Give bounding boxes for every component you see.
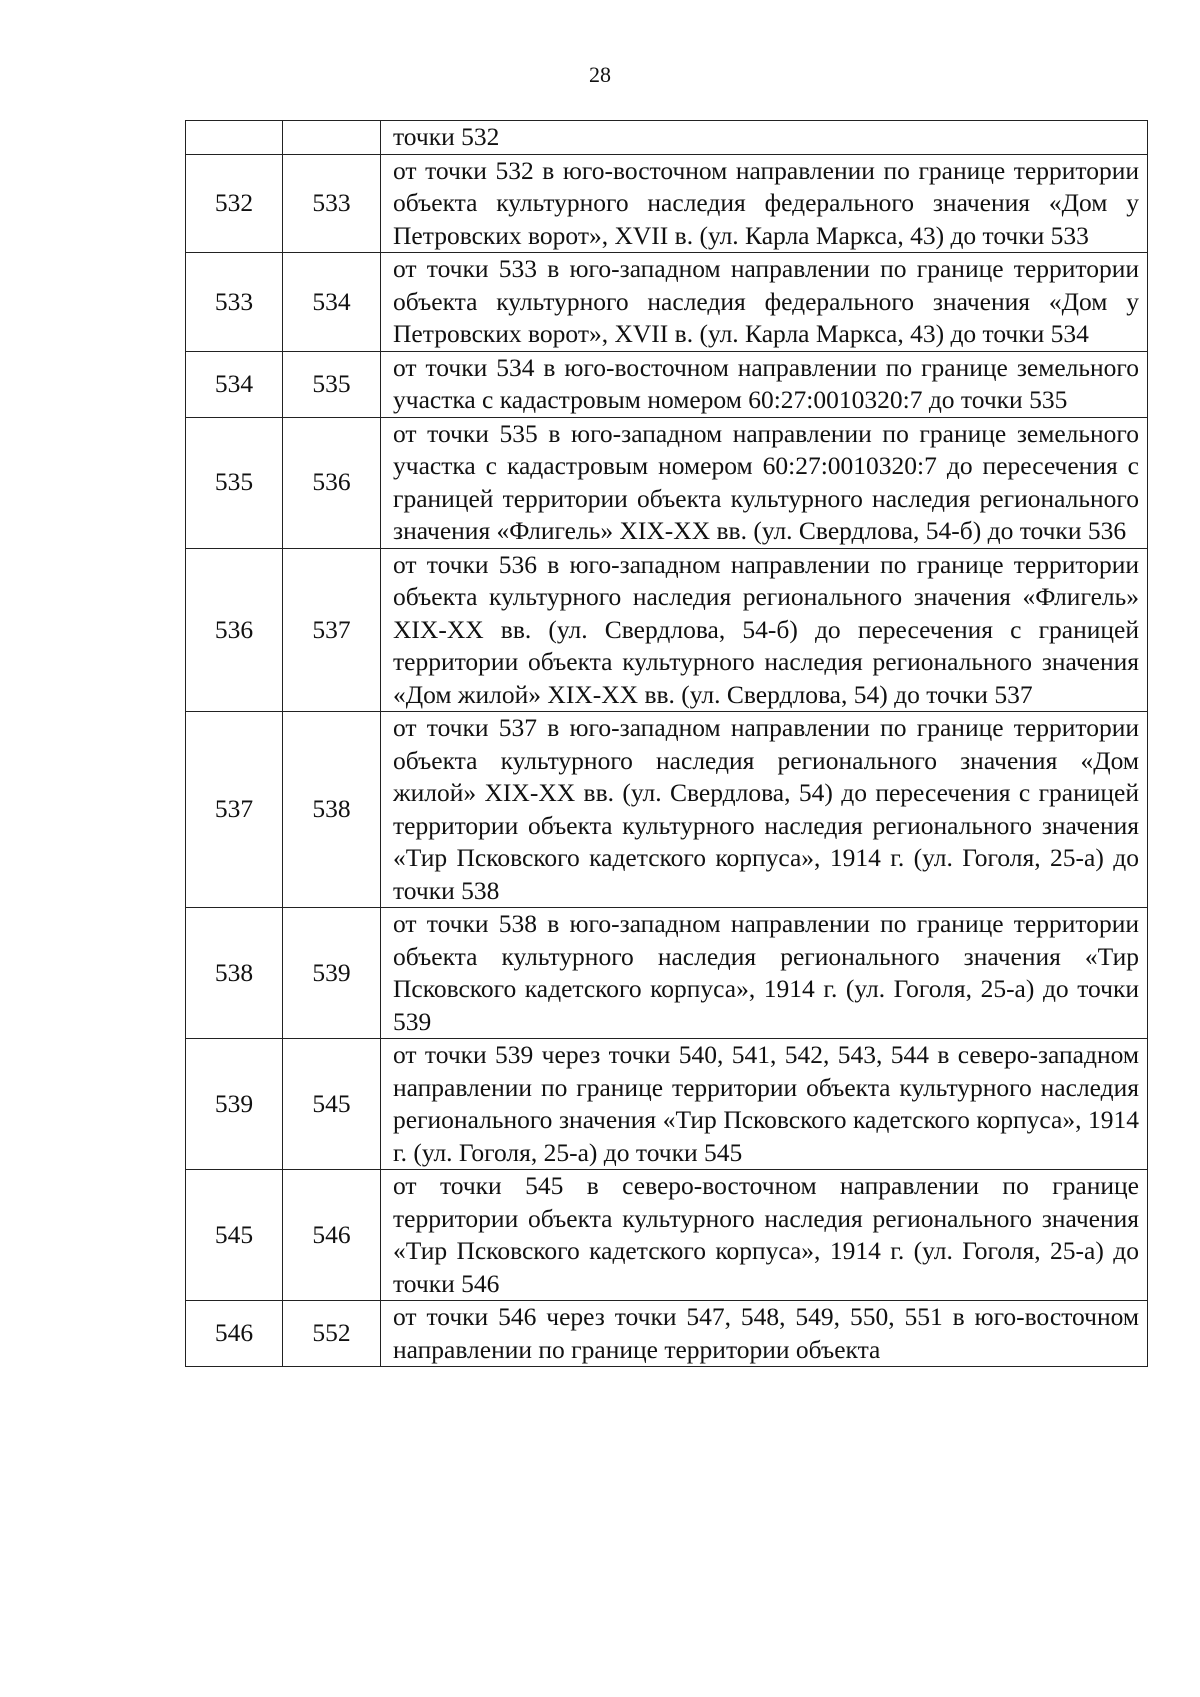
from-point-cell: 535 bbox=[186, 417, 283, 548]
to-point-cell: 552 bbox=[283, 1301, 381, 1367]
description-cell: от точки 538 в юго-западном направлении по границе территории объекта культурного наследия регионального значения «Тир Псковского кадетского корпуса», 1914 г. (ул. Гоголя, 25-а) до точки 539 bbox=[381, 908, 1148, 1039]
to-point-cell: 534 bbox=[283, 253, 381, 352]
description-cell: от точки 535 в юго-западном направлении по границе земельного участка с кадастровым номером 60:27:0010320:7 до пересечения с границей территории объекта культурного наследия регионального значения «Флигель» XIX-XX вв. (ул. Свердлова, 54-б) до точки 536 bbox=[381, 417, 1148, 548]
to-point-cell: 533 bbox=[283, 154, 381, 253]
description-cell: от точки 539 через точки 540, 541, 542, 543, 544 в северо-западном направлении по границе территории объекта культурного наследия регионального значения «Тир Псковского кадетского корпуса», 1914 г. (ул. Гоголя, 25-а) до точки 545 bbox=[381, 1039, 1148, 1170]
boundary-table bbox=[185, 120, 1148, 1367]
description-cell: от точки 534 в юго-восточном направлении по границе земельного участка с кадастровым номером 60:27:0010320:7 до точки 535 bbox=[381, 351, 1148, 417]
from-point-cell: 538 bbox=[186, 908, 283, 1039]
table-row bbox=[186, 121, 1148, 155]
description-cell: от точки 532 в юго-восточном направлении по границе территории объекта культурного наследия федерального значения «Дом у Петровских ворот», XVII в. (ул. Карла Маркса, 43) до точки 533 bbox=[381, 154, 1148, 253]
table-row bbox=[186, 908, 1148, 1039]
table-row bbox=[186, 417, 1148, 548]
to-point-cell: 546 bbox=[283, 1170, 381, 1301]
from-point-cell: 533 bbox=[186, 253, 283, 352]
description-cell: от точки 545 в северо-восточном направлении по границе территории объекта культурного наследия регионального значения «Тир Псковского кадетского корпуса», 1914 г. (ул. Гоголя, 25-а) до точки 546 bbox=[381, 1170, 1148, 1301]
description-cell: от точки 546 через точки 547, 548, 549, 550, 551 в юго-восточном направлении по границе территории объекта bbox=[381, 1301, 1148, 1367]
from-point-cell: 534 bbox=[186, 351, 283, 417]
table-row bbox=[186, 548, 1148, 712]
from-point-cell: 532 bbox=[186, 154, 283, 253]
from-point-cell: 539 bbox=[186, 1039, 283, 1170]
description-cell: точки 532 bbox=[381, 121, 1148, 155]
table-row bbox=[186, 253, 1148, 352]
from-point-cell: 546 bbox=[186, 1301, 283, 1367]
page-number: 28 bbox=[589, 62, 611, 87]
description-cell: от точки 533 в юго-западном направлении по границе территории объекта культурного наследия федерального значения «Дом у Петровских ворот», XVII в. (ул. Карла Маркса, 43) до точки 534 bbox=[381, 253, 1148, 352]
to-point-cell: 538 bbox=[283, 712, 381, 908]
description-cell: от точки 536 в юго-западном направлении по границе территории объекта культурного наследия регионального значения «Флигель» XIX-XX вв. (ул. Свердлова, 54-б) до пересечения с границей территории объекта культурного наследия регионального значения «Дом жилой» XIX-XX вв. (ул. Свердлова, 54) до точки 537 bbox=[381, 548, 1148, 712]
table-row bbox=[186, 351, 1148, 417]
to-point-cell: 539 bbox=[283, 908, 381, 1039]
table-row bbox=[186, 1170, 1148, 1301]
from-point-cell: 545 bbox=[186, 1170, 283, 1301]
to-point-cell: 537 bbox=[283, 548, 381, 712]
from-point-cell: 537 bbox=[186, 712, 283, 908]
to-point-cell: 545 bbox=[283, 1039, 381, 1170]
to-point-cell bbox=[283, 121, 381, 155]
from-point-cell: 536 bbox=[186, 548, 283, 712]
table-row bbox=[186, 154, 1148, 253]
from-point-cell bbox=[186, 121, 283, 155]
to-point-cell: 535 bbox=[283, 351, 381, 417]
description-cell: от точки 537 в юго-западном направлении по границе территории объекта культурного наследия регионального значения «Дом жилой» XIX-XX вв. (ул. Свердлова, 54) до пересечения с границей территории объекта культурного наследия регионального значения «Тир Псковского кадетского корпуса», 1914 г. (ул. Гоголя, 25-а) до точки 538 bbox=[381, 712, 1148, 908]
table-row bbox=[186, 712, 1148, 908]
to-point-cell: 536 bbox=[283, 417, 381, 548]
table-row bbox=[186, 1039, 1148, 1170]
table-row bbox=[186, 1301, 1148, 1367]
